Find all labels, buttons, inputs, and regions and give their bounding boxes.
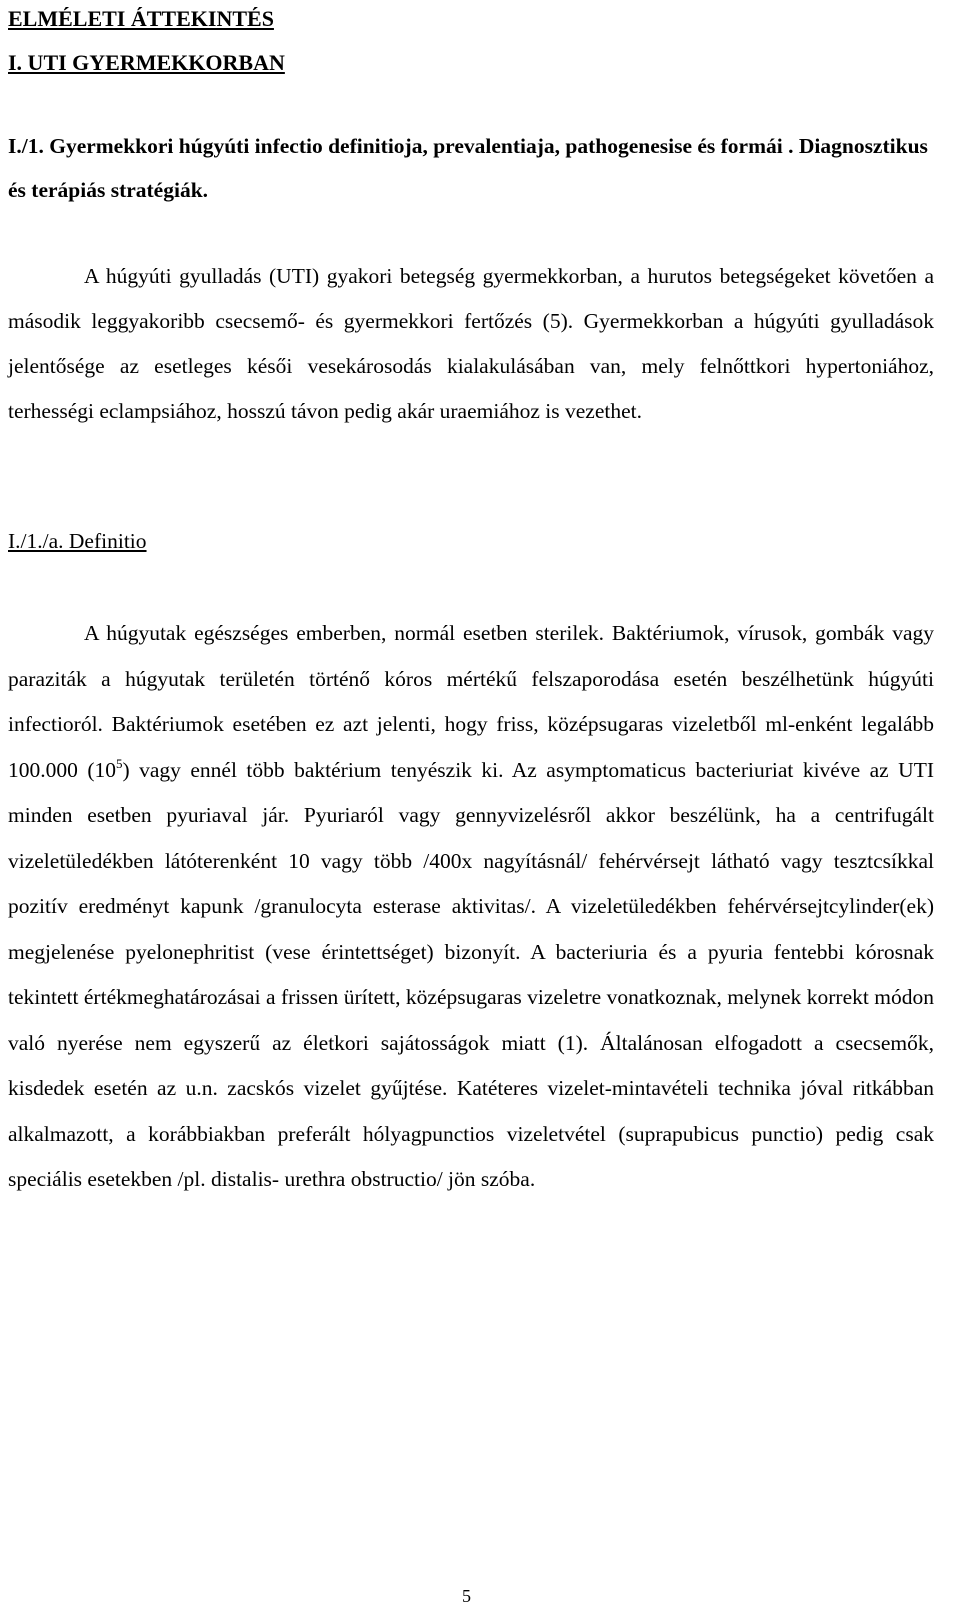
definition-paragraph — [8, 611, 934, 1203]
subsection-title: I./1./a. Definitio — [8, 529, 147, 553]
intro-text: A húgyúti gyulladás (UTI) gyakori betegség gyermekkorban, a hurutos betegségeket követően a második leggyakoribb csecsemő- és gyermekkori fertőzés (5). Gyermekkorban a húgyúti gyulladások jelentősége az esetleges késői vesekárosodás kialakulásában van, mely felnőttkori hypertoniához, terhességi eclampsiához, hosszú távon pedig akár uraemiához is vezethet. — [8, 264, 934, 423]
intro-paragraph — [8, 254, 934, 434]
document-heading: ELMÉLETI ÁTTEKINTÉS — [8, 6, 274, 31]
section-title: I./1. Gyermekkori húgyúti infectio definitioja, prevalentiaja, pathogenesise és formái . Diagnosztikus és terápiás stratégiák. — [8, 134, 928, 202]
chapter-heading: I. UTI GYERMEKKORBAN — [8, 50, 285, 75]
exponent-superscript: 5 — [116, 755, 123, 771]
definition-text-part2: ) vagy ennél több baktérium tenyészik ki. Az asymptomaticus bacteriuriat kivéve az UTI minden esetben pyuriaval jár. Pyuriaról vagy gennyvizelésről akkor beszélünk, ha a centrifugált vizeletüledékben látóterenként 10 vagy több /400x nagyításnál/ fehérvérsejt látható vagy tesztcsíkkal pozitív eredményt kapunk /granulocyta esterase aktivitas/. A vizeletüledékben fehérvérsejtcylinder(ek) megjelenése pyelonephritist (vese érintettséget) bizonyít. A bacteriuria és a pyuria fentebbi kórosnak tekintett értékmeghatározásai a frissen ürített, középsugaras vizeletre vonatkoznak, melynek korrekt módon való nyerése nem egyszerű az életkori sajátosságok miatt (1). Általánosan elfogadott a csecsemők, kisdedek esetén az u.n. zacskós vizelet gyűjtése. Katéteres vizelet-mintavételi technika jóval ritkábban alkalmazott, a korábbiakban preferált hólyagpunctios vizeletvétel (suprapubicus punctio) pedig csak speciális esetekben /pl. distalis- urethra obstructio/ jön szóba. — [8, 757, 934, 1191]
page-number: 5 — [462, 1586, 471, 1606]
definition-text-part1: A húgyutak egészséges emberben, normál esetben sterilek. Baktériumok, vírusok, gombák vagy paraziták a húgyutak területén történő kóros mértékű felszaporodása esetén beszélhetünk húgyúti infectioról. Baktériumok esetében ez azt jelenti, hogy friss, középsugaras vizeletből ml-enként legalább 100.000 (10 — [8, 621, 934, 782]
